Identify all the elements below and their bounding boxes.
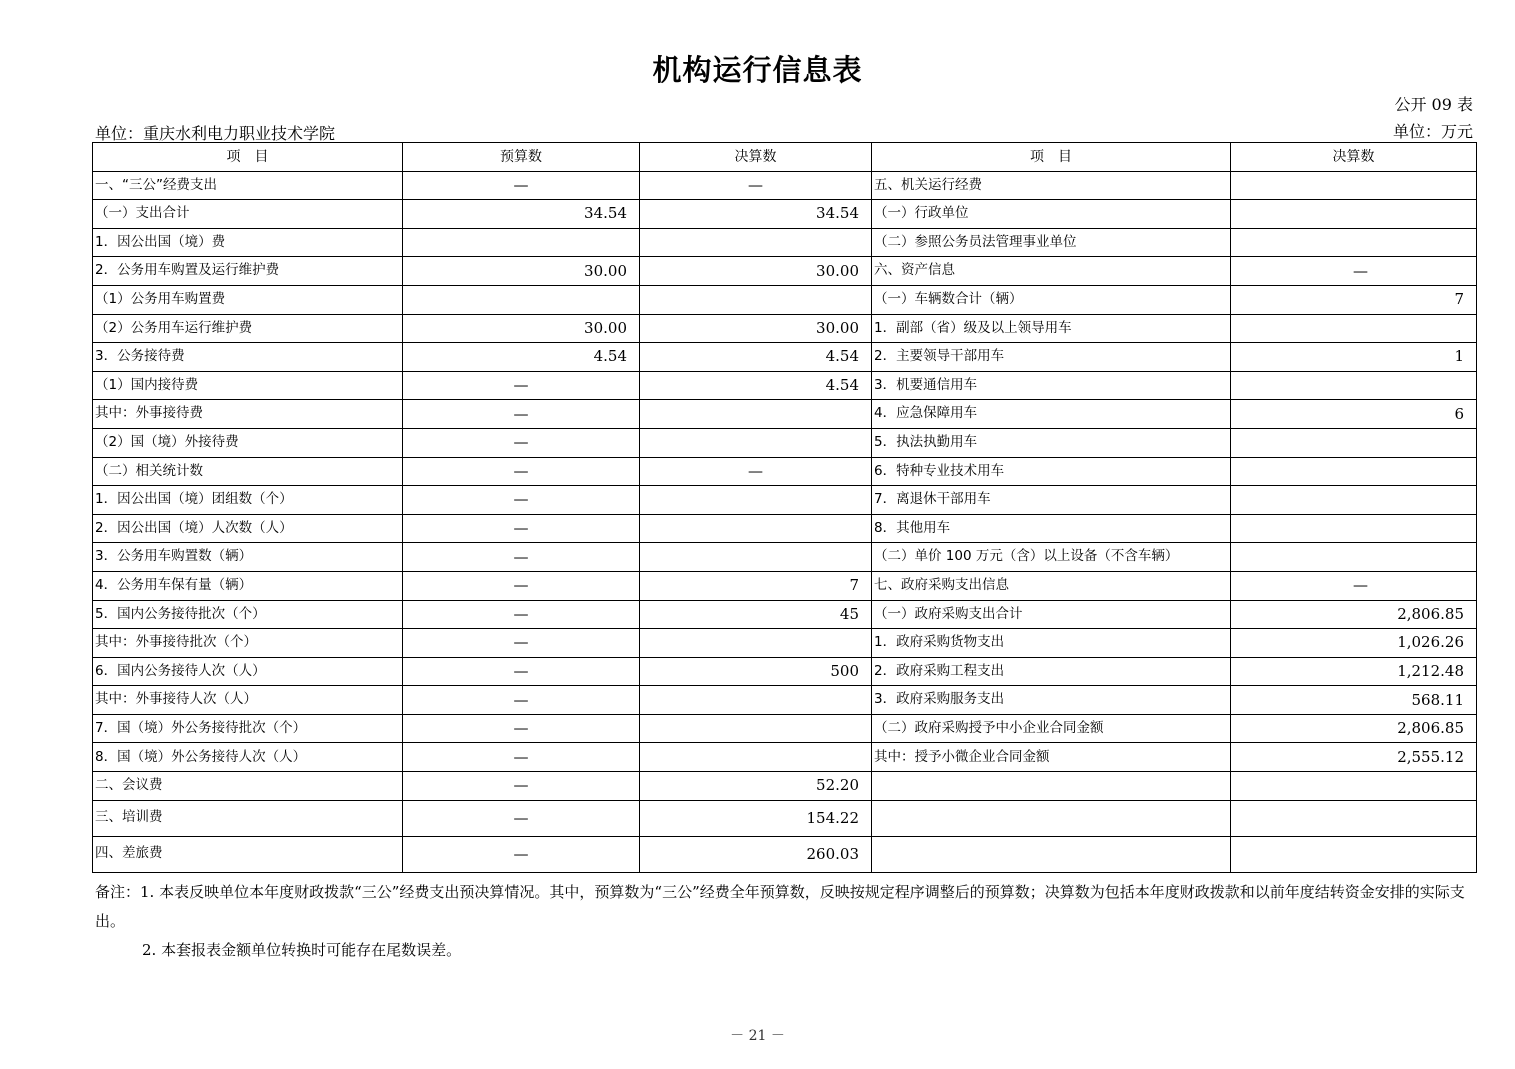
cell-budget: —	[403, 371, 640, 400]
cell-final-right: 2,555.12	[1231, 743, 1477, 772]
cell-budget: —	[403, 428, 640, 457]
row-label-left: 8．国（境）外公务接待人次（人）	[93, 743, 403, 772]
table-row	[93, 457, 1477, 486]
row-label-left: 三、培训费	[93, 800, 403, 836]
cell-final-right	[1231, 428, 1477, 457]
row-label-right: （一）行政单位	[872, 200, 1231, 229]
cell-final-left	[640, 228, 872, 257]
cell-final-right: 1	[1231, 343, 1477, 372]
row-label-left: 四、差旅费	[93, 836, 403, 872]
table-row	[93, 257, 1477, 286]
row-label-left: 二、会议费	[93, 772, 403, 801]
row-label-right: 其中：授予小微企业合同金额	[872, 743, 1231, 772]
cell-final-right: 1,212.48	[1231, 657, 1477, 686]
table-row	[93, 657, 1477, 686]
row-label-right: （二）政府采购授予中小企业合同金额	[872, 714, 1231, 743]
table-row	[93, 629, 1477, 658]
unit-name: 单位：重庆水利电力职业技术学院	[95, 124, 336, 143]
cell-budget: —	[403, 800, 640, 836]
cell-budget: —	[403, 772, 640, 801]
row-label-right: 6．特种专业技术用车	[872, 457, 1231, 486]
cell-final-left	[640, 629, 872, 658]
cell-budget: 30.00	[403, 314, 640, 343]
cell-final-left	[640, 400, 872, 429]
table-row	[93, 743, 1477, 772]
cell-final-left: —	[640, 457, 872, 486]
note-2: 2. 本套报表金额单位转换时可能存在尾数误差。	[142, 941, 462, 959]
cell-final-left	[640, 686, 872, 715]
cell-budget: —	[403, 486, 640, 515]
row-label-right: 7．离退休干部用车	[872, 486, 1231, 515]
row-label-right: 4．应急保障用车	[872, 400, 1231, 429]
header-budget: 预算数	[403, 143, 640, 172]
row-label-left: 7．国（境）外公务接待批次（个）	[93, 714, 403, 743]
row-label-left: （一）支出合计	[93, 200, 403, 229]
row-label-left: 2．因公出国（境）人次数（人）	[93, 514, 403, 543]
cell-final-left: 34.54	[640, 200, 872, 229]
cell-budget: —	[403, 571, 640, 600]
row-label-left: （2）公务用车运行维护费	[93, 314, 403, 343]
cell-final-right: 1,026.26	[1231, 629, 1477, 658]
cell-final-left	[640, 486, 872, 515]
cell-final-left: 154.22	[640, 800, 872, 836]
cell-final-right	[1231, 171, 1477, 200]
cell-budget	[403, 285, 640, 314]
cell-final-left	[640, 743, 872, 772]
cell-budget: —	[403, 600, 640, 629]
row-label-right: 3．政府采购服务支出	[872, 686, 1231, 715]
cell-budget: —	[403, 457, 640, 486]
cell-budget	[403, 228, 640, 257]
cell-final-left	[640, 543, 872, 572]
row-label-left: 一、“三公”经费支出	[93, 171, 403, 200]
header-item-right: 项 目	[872, 143, 1231, 172]
note-1: 备注：1. 本表反映单位本年度财政拨款“三公”经费支出预决算情况。其中，预算数为“三公”经费全年预算数，反映按规定程序调整后的预算数；决算数为包括本年度财政拨款和以前年度结转资金安排的实际支出。	[95, 883, 1465, 930]
cell-final-right	[1231, 543, 1477, 572]
cell-final-left	[640, 428, 872, 457]
row-label-right: （二）参照公务员法管理事业单位	[872, 228, 1231, 257]
cell-final-right	[1231, 800, 1477, 836]
info-table	[92, 142, 1477, 873]
cell-budget: —	[403, 400, 640, 429]
cell-final-left: 4.54	[640, 343, 872, 372]
row-label-right: 1．政府采购货物支出	[872, 629, 1231, 658]
table-row	[93, 486, 1477, 515]
cell-final-right	[1231, 772, 1477, 801]
row-label-right: （一）车辆数合计（辆）	[872, 285, 1231, 314]
table-row	[93, 400, 1477, 429]
row-label-left: 其中：外事接待费	[93, 400, 403, 429]
cell-final-left: 45	[640, 600, 872, 629]
header-final-left: 决算数	[640, 143, 872, 172]
cell-final-right: 2,806.85	[1231, 714, 1477, 743]
row-label-right	[872, 836, 1231, 872]
cell-final-right: —	[1231, 571, 1477, 600]
cell-budget: —	[403, 657, 640, 686]
table-row	[93, 285, 1477, 314]
table-row	[93, 514, 1477, 543]
cell-final-right: 7	[1231, 285, 1477, 314]
cell-final-right	[1231, 514, 1477, 543]
cell-final-right	[1231, 457, 1477, 486]
cell-final-left: 30.00	[640, 314, 872, 343]
cell-budget: 34.54	[403, 200, 640, 229]
row-label-left: 6．国内公务接待人次（人）	[93, 657, 403, 686]
table-row	[93, 371, 1477, 400]
cell-final-left	[640, 714, 872, 743]
row-label-right: 8．其他用车	[872, 514, 1231, 543]
cell-budget: —	[403, 514, 640, 543]
row-label-right: 六、资产信息	[872, 257, 1231, 286]
cell-final-right: 568.11	[1231, 686, 1477, 715]
row-label-right: 5．执法执勤用车	[872, 428, 1231, 457]
table-row	[93, 200, 1477, 229]
row-label-right	[872, 800, 1231, 836]
row-label-right: 2．政府采购工程支出	[872, 657, 1231, 686]
cell-final-right	[1231, 200, 1477, 229]
row-label-left: （1）公务用车购置费	[93, 285, 403, 314]
table-row	[93, 714, 1477, 743]
cell-final-left: 4.54	[640, 371, 872, 400]
cell-budget: 4.54	[403, 343, 640, 372]
row-label-right: 3．机要通信用车	[872, 371, 1231, 400]
page-title: 机构运行信息表	[652, 53, 863, 87]
cell-budget: —	[403, 686, 640, 715]
unit-currency: 单位：万元	[1392, 122, 1473, 141]
row-label-left: 4．公务用车保有量（辆）	[93, 571, 403, 600]
page-number: － 21 －	[730, 1028, 785, 1044]
table-body	[93, 171, 1477, 872]
table-row	[93, 228, 1477, 257]
cell-budget: —	[403, 171, 640, 200]
table-row	[93, 686, 1477, 715]
cell-final-left: 260.03	[640, 836, 872, 872]
cell-final-right	[1231, 314, 1477, 343]
header-final-right: 决算数	[1231, 143, 1477, 172]
cell-final-right	[1231, 228, 1477, 257]
row-label-right: 2．主要领导干部用车	[872, 343, 1231, 372]
cell-final-left: 30.00	[640, 257, 872, 286]
row-label-right: 五、机关运行经费	[872, 171, 1231, 200]
row-label-left: 其中：外事接待人次（人）	[93, 686, 403, 715]
cell-budget: —	[403, 629, 640, 658]
row-label-left: 1．因公出国（境）团组数（个）	[93, 486, 403, 515]
table-row	[93, 800, 1477, 836]
form-number: 公开 09 表	[1394, 95, 1473, 114]
row-label-right: 1．副部（省）级及以上领导用车	[872, 314, 1231, 343]
notes	[95, 878, 1480, 965]
cell-final-right: 2,806.85	[1231, 600, 1477, 629]
row-label-left: 3．公务用车购置数（辆）	[93, 543, 403, 572]
table-row	[93, 600, 1477, 629]
row-label-left: 5．国内公务接待批次（个）	[93, 600, 403, 629]
row-label-right: （一）政府采购支出合计	[872, 600, 1231, 629]
table-row	[93, 543, 1477, 572]
row-label-right	[872, 772, 1231, 801]
row-label-left: 2．公务用车购置及运行维护费	[93, 257, 403, 286]
table-header-row	[93, 143, 1477, 172]
table-row	[93, 571, 1477, 600]
cell-final-right	[1231, 371, 1477, 400]
cell-final-left	[640, 285, 872, 314]
table-row	[93, 836, 1477, 872]
table-row	[93, 171, 1477, 200]
row-label-left: 其中：外事接待批次（个）	[93, 629, 403, 658]
row-label-left: （2）国（境）外接待费	[93, 428, 403, 457]
cell-final-left	[640, 514, 872, 543]
cell-budget: —	[403, 743, 640, 772]
row-label-left: 3．公务接待费	[93, 343, 403, 372]
cell-final-left: —	[640, 171, 872, 200]
row-label-left: 1．因公出国（境）费	[93, 228, 403, 257]
cell-final-left: 7	[640, 571, 872, 600]
cell-final-left: 52.20	[640, 772, 872, 801]
table-row	[93, 428, 1477, 457]
row-label-right: 七、政府采购支出信息	[872, 571, 1231, 600]
row-label-left: （1）国内接待费	[93, 371, 403, 400]
header-item-left: 项 目	[93, 143, 403, 172]
cell-final-right: —	[1231, 257, 1477, 286]
cell-final-right	[1231, 836, 1477, 872]
cell-budget: —	[403, 836, 640, 872]
table-row	[93, 314, 1477, 343]
row-label-right: （二）单价 100 万元（含）以上设备（不含车辆）	[872, 543, 1231, 572]
cell-final-right	[1231, 486, 1477, 515]
table-row	[93, 343, 1477, 372]
row-label-left: （二）相关统计数	[93, 457, 403, 486]
cell-budget: —	[403, 543, 640, 572]
cell-final-right: 6	[1231, 400, 1477, 429]
table-row	[93, 772, 1477, 801]
cell-final-left: 500	[640, 657, 872, 686]
cell-budget: 30.00	[403, 257, 640, 286]
cell-budget: —	[403, 714, 640, 743]
